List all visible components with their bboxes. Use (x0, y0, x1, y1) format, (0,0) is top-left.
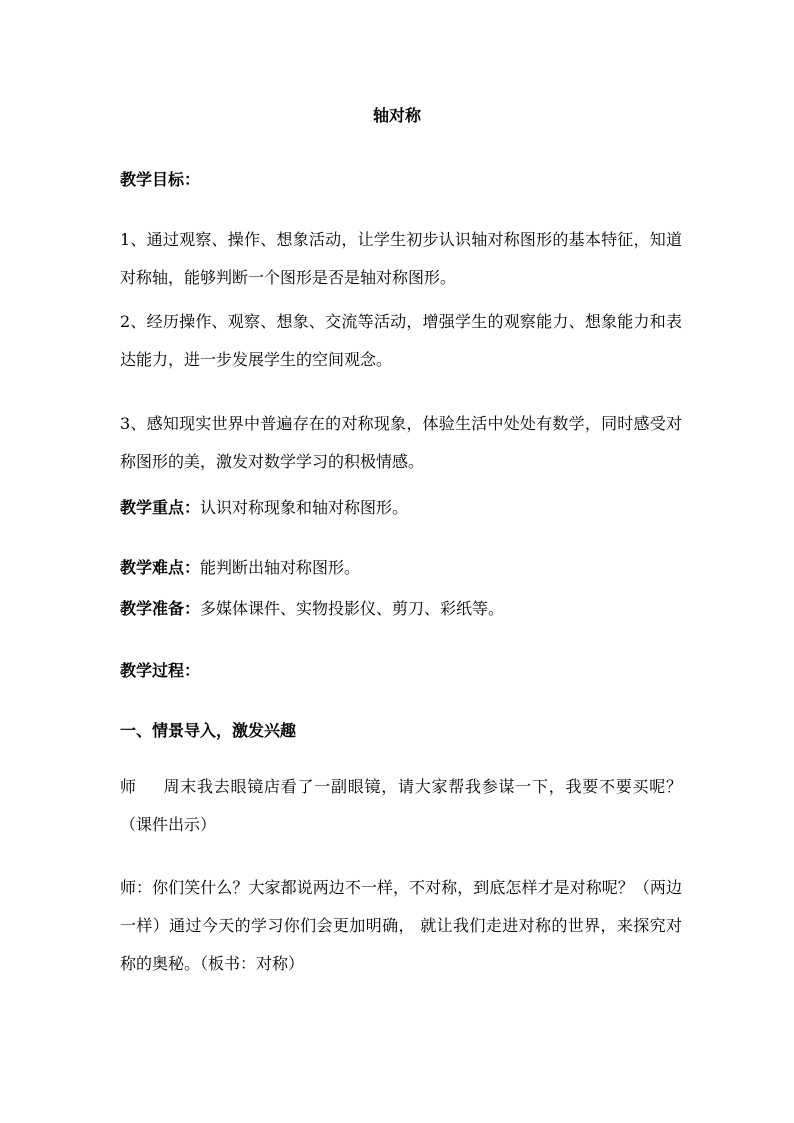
preparation-text: 多媒体课件、实物投影仪、剪刀、彩纸等。 (200, 599, 505, 618)
process-heading: 教学过程： (120, 661, 201, 680)
objectives-heading: 教学目标： (120, 170, 201, 189)
dialogue-2: 师：你们笑什么？大家都说两边不一样，不对称，到底怎样才是对称呢？（两边一样）通过今天的学习你们会更加明确， 就让我们走进对称的世界，来探究对称的奥秘。（板书：对称） (120, 878, 682, 973)
key-point-text: 认识对称现象和轴对称图形。 (200, 498, 409, 517)
section-1-heading: 一、情景导入，激发兴趣 (120, 721, 297, 740)
objective-3: 3、感知现实世界中普遍存在的对称现象，体验生活中处处有数学，同时感受对称图形的美，激发对数学学习的积极情感。 (120, 414, 682, 471)
key-point-label: 教学重点： (120, 498, 201, 517)
objective-1: 1、通过观察、操作、想象活动，让学生初步认识轴对称图形的基本特征，知道对称轴，能够判断一个图形是否是轴对称图形。 (120, 230, 682, 287)
preparation (120, 597, 680, 621)
difficulty-text: 能判断出轴对称图形。 (200, 558, 361, 577)
document-title: 轴对称 (372, 106, 421, 125)
key-point (120, 496, 680, 520)
dialogue-1-speaker: 师 (120, 777, 137, 796)
difficulty-label: 教学难点： (120, 558, 201, 577)
preparation-label: 教学准备： (120, 599, 201, 618)
dialogue-1 (120, 768, 682, 844)
dialogue-1-text: 周末我去眼镜店看了一副眼镜，请大家帮我参谋一下，我要不要买呢？（课件出示） (120, 777, 682, 834)
objective-2: 2、经历操作、观察、想象、交流等活动，增强学生的观察能力、想象能力和表达能力，进一步发展学生的空间观念。 (120, 312, 682, 369)
difficulty (120, 556, 680, 580)
